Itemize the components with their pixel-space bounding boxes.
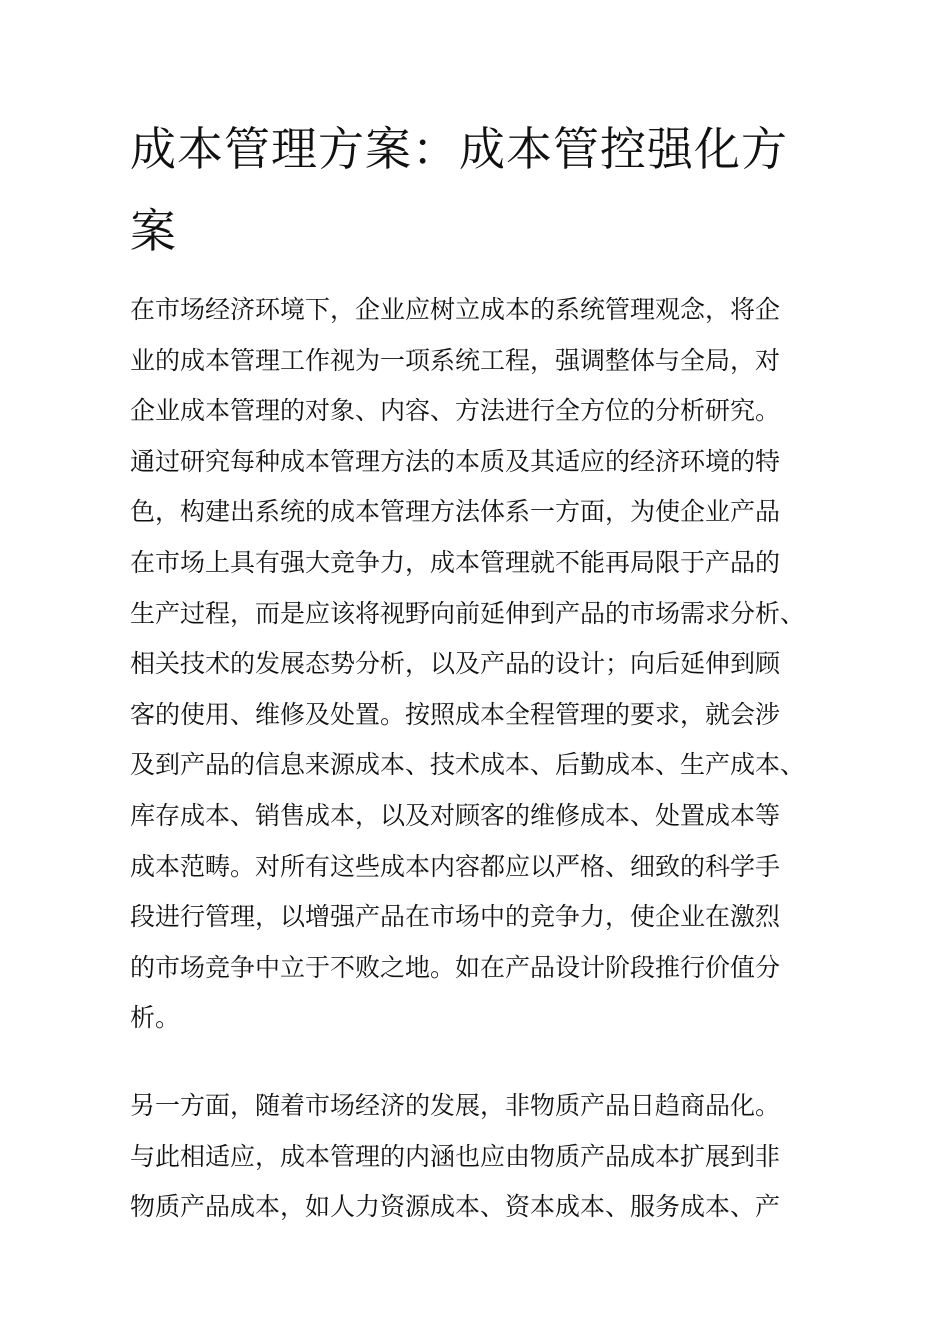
- text-line: 通过研究每种成本管理方法的本质及其适应的经济环境的特: [130, 446, 781, 476]
- text-line: 生产过程，而是应该将视野向前延伸到产品的市场需求分析、: [130, 598, 806, 628]
- paragraph: [130, 1081, 850, 1233]
- text-line: 段进行管理，以增强产品在市场中的竞争力，使企业在激烈: [130, 902, 781, 932]
- title-line: 案: [130, 204, 177, 258]
- title-line: 成本管理方案：成本管控强化方: [130, 122, 788, 176]
- text-line: 的市场竞争中立于不败之地。如在产品设计阶段推行价值分: [130, 952, 781, 982]
- text-line: 在市场上具有强大竞争力，成本管理就不能再局限于产品的: [130, 547, 781, 577]
- text-line: 另一方面，随着市场经济的发展，非物质产品日趋商品化。: [130, 1091, 781, 1120]
- text-line: 相关技术的发展态势分析，以及产品的设计；向后延伸到顾: [130, 649, 781, 679]
- text-line: 色，构建出系统的成本管理方法体系一方面，为使企业产品: [130, 497, 781, 527]
- text-line: 在市场经济环境下，企业应树立成本的系统管理观念，将企: [130, 295, 781, 324]
- paragraph: [130, 285, 850, 1044]
- text-line: 企业成本管理的对象、内容、方法进行全方位的分析研究。: [130, 396, 781, 426]
- text-line: 物质产品成本，如人力资源成本、资本成本、服务成本、产: [130, 1192, 781, 1222]
- text-line: 成本范畴。对所有这些成本内容都应以严格、细致的科学手: [130, 851, 781, 881]
- text-line: 客的使用、维修及处置。按照成本全程管理的要求，就会涉: [130, 699, 781, 729]
- text-line: 业的成本管理工作视为一项系统工程，强调整体与全局，对: [130, 345, 781, 375]
- text-line: 与此相适应，成本管理的内涵也应由物质产品成本扩展到非: [130, 1141, 781, 1171]
- text-line: 库存成本、销售成本，以及对顾客的维修成本、处置成本等: [130, 800, 781, 830]
- text-line: 及到产品的信息来源成本、技术成本、后勤成本、生产成本、: [130, 750, 806, 780]
- text-line: 析。: [130, 1003, 181, 1033]
- document-title: [130, 108, 830, 272]
